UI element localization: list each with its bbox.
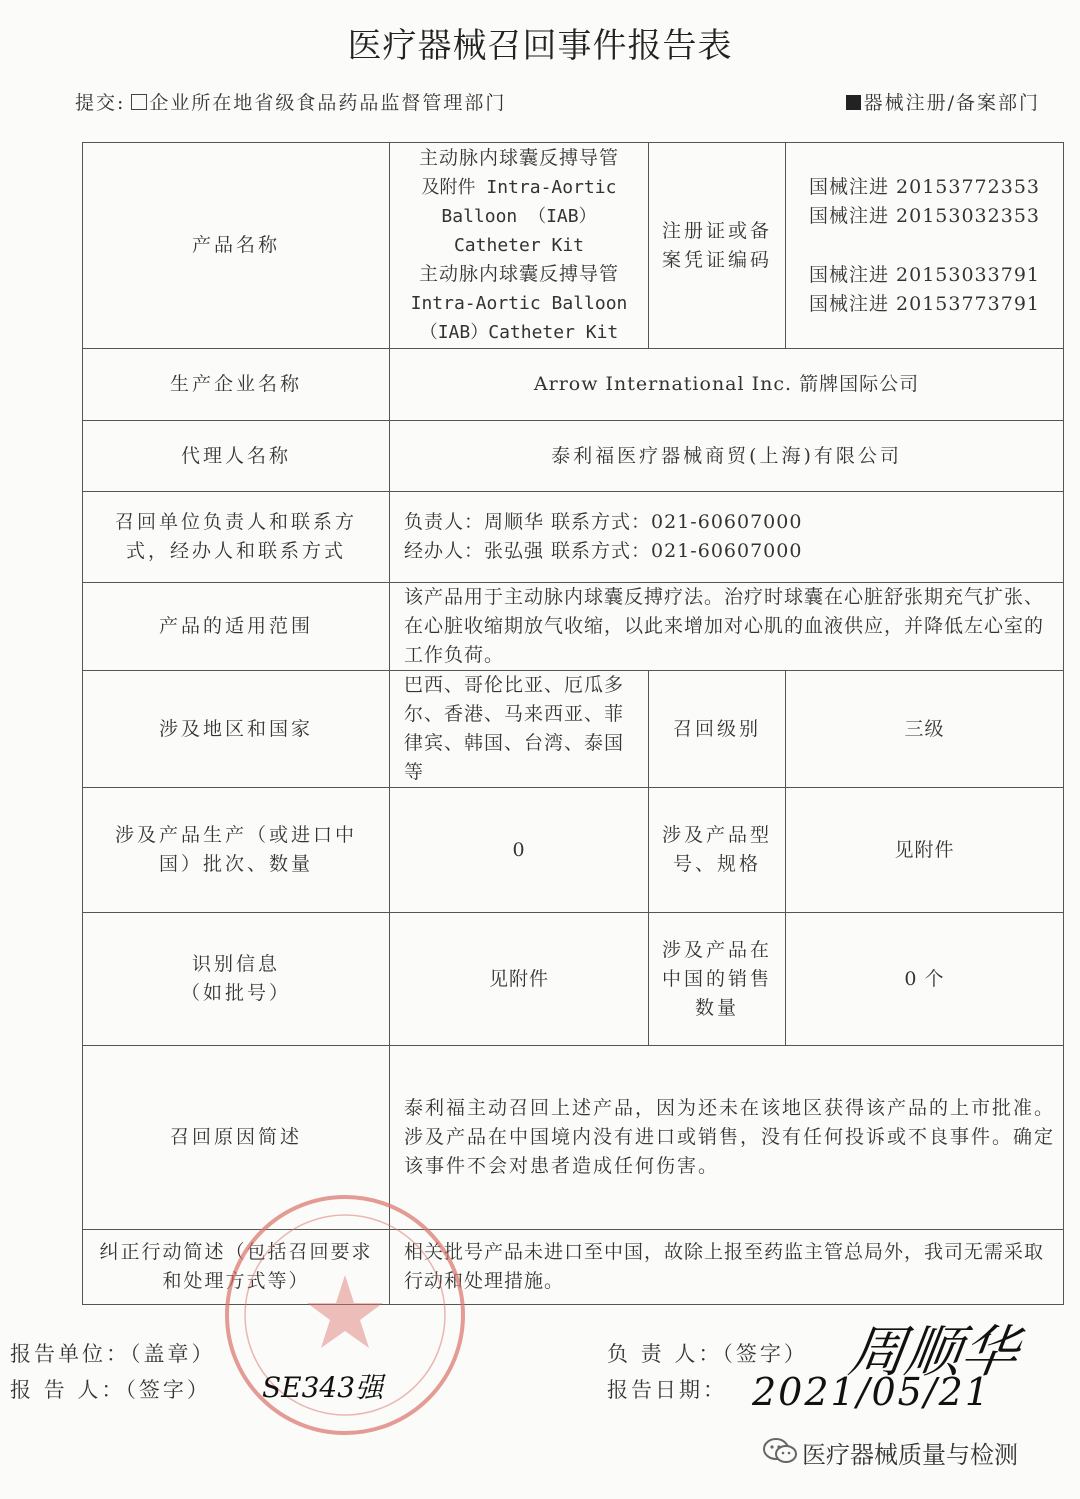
row-batches	[83, 788, 1064, 913]
contact-label: 召回单位负责人和联系方式，经办人和联系方式	[83, 492, 390, 583]
responsible-person-contact: 负责人：周顺华 联系方式：021-60607000	[404, 511, 803, 533]
report-date-value: 2021/05/21	[752, 1370, 992, 1414]
agent-label: 代理人名称	[83, 421, 390, 492]
responsible-person-label: 负 责 人：（签字）	[607, 1342, 808, 1366]
submit-prefix: 提交:	[75, 92, 126, 114]
china-sales-label: 涉及产品在中国的销售数量	[649, 913, 786, 1046]
identification-label-line2: （如批号）	[180, 982, 291, 1004]
product-name-line: Intra-Aortic Balloon	[410, 293, 628, 314]
product-name-line: 主动脉内球囊反搏导管	[418, 263, 619, 285]
submit-option-provincial	[75, 88, 506, 115]
registration-number: 国械注进 20153773791	[808, 292, 1040, 315]
row-identification	[83, 913, 1064, 1046]
registration-number: 国械注进 20153033791	[808, 263, 1040, 286]
handler-contact: 经办人：张弘强 联系方式：021-60607000	[404, 540, 803, 562]
row-reason	[83, 1046, 1064, 1230]
row-product-name	[83, 143, 1064, 349]
registration-code-label: 注册证或备案凭证编码	[649, 143, 786, 349]
corrective-value: 相关批号产品未进口至中国，故除上报至药监主管总局外，我司无需采取行动和处理措施。	[390, 1230, 1064, 1305]
batches-label: 涉及产品生产（或进口中国）批次、数量	[83, 788, 390, 913]
report-date-label: 报告日期：	[607, 1378, 727, 1402]
scope-value: 该产品用于主动脉内球囊反搏疗法。治疗时球囊在心脏舒张期充气扩张、在心脏收缩期放气收缩，以此来增加对心肌的血液供应，并降低左心室的工作负荷。	[390, 583, 1064, 671]
unchecked-box-icon	[131, 94, 147, 110]
reporter-signature: SE343强	[262, 1371, 384, 1404]
contact-value	[390, 492, 1064, 583]
scope-label: 产品的适用范围	[83, 583, 390, 671]
batches-value: 0	[390, 788, 649, 913]
product-name-value	[390, 143, 649, 349]
china-sales-value: 0 个	[786, 913, 1064, 1046]
row-regions	[83, 671, 1064, 788]
identification-label	[83, 913, 390, 1046]
responsible-person-signature: 周顺华	[844, 1320, 1022, 1385]
product-name-line: 主动脉内球囊反搏导管	[418, 147, 619, 169]
watermark-text: 医疗器械质量与检测	[802, 1441, 1018, 1469]
row-contact	[83, 492, 1064, 583]
corrective-label: 纠正行动简述（包括召回要求和处理方式等）	[83, 1230, 390, 1305]
manufacturer-value: Arrow International Inc. 箭牌国际公司	[390, 349, 1064, 421]
submit-option2-label: 器械注册/备案部门	[863, 92, 1040, 114]
recall-level-label: 召回级别	[649, 671, 786, 788]
row-agent	[83, 421, 1064, 492]
wechat-icon	[762, 1437, 798, 1465]
registration-number: 国械注进 20153032353	[808, 204, 1040, 227]
product-name-line: （IAB）Catheter Kit	[419, 322, 619, 343]
submit-option1-label: 企业所在地省级食品药品监督管理部门	[149, 92, 507, 114]
registration-code-values	[786, 143, 1064, 349]
product-name-label: 产品名称	[83, 143, 390, 349]
product-name-line: 及附件 Intra-Aortic	[421, 177, 617, 198]
reason-value: 泰利福主动召回上述产品，因为还未在该地区获得该产品的上市批准。涉及产品在中国境内没有进口或销售，没有任何投诉或不良事件。确定该事件不会对患者造成任何伤害。	[390, 1046, 1064, 1230]
report-unit-label: 报告单位：（盖章）	[10, 1342, 216, 1366]
regions-label: 涉及地区和国家	[83, 671, 390, 788]
reporter-label: 报 告 人：（签字）	[10, 1378, 211, 1402]
checked-box-icon	[846, 95, 861, 110]
identification-label-line1: 识别信息	[191, 953, 280, 975]
regions-value: 巴西、哥伦比亚、厄瓜多尔、香港、马来西亚、菲律宾、韩国、台湾、泰国等	[390, 671, 649, 788]
manufacturer-label: 生产企业名称	[83, 349, 390, 421]
row-scope	[83, 583, 1064, 671]
model-spec-label: 涉及产品型号、规格	[649, 788, 786, 913]
reason-label: 召回原因简述	[83, 1046, 390, 1230]
product-name-line: Balloon （IAB）	[441, 206, 597, 227]
agent-value: 泰利福医疗器械商贸(上海)有限公司	[390, 421, 1064, 492]
submit-option-registration	[846, 88, 1040, 115]
submit-row	[75, 88, 1040, 118]
identification-value: 见附件	[390, 913, 649, 1046]
product-name-line: Catheter Kit	[453, 235, 585, 256]
registration-number: 国械注进 20153772353	[808, 175, 1040, 198]
recall-level-value: 三级	[786, 671, 1064, 788]
row-manufacturer	[83, 349, 1064, 421]
row-corrective	[83, 1230, 1064, 1305]
recall-report-table	[82, 142, 1064, 1305]
model-spec-value: 见附件	[786, 788, 1064, 913]
document-title: 医疗器械召回事件报告表	[347, 26, 733, 66]
